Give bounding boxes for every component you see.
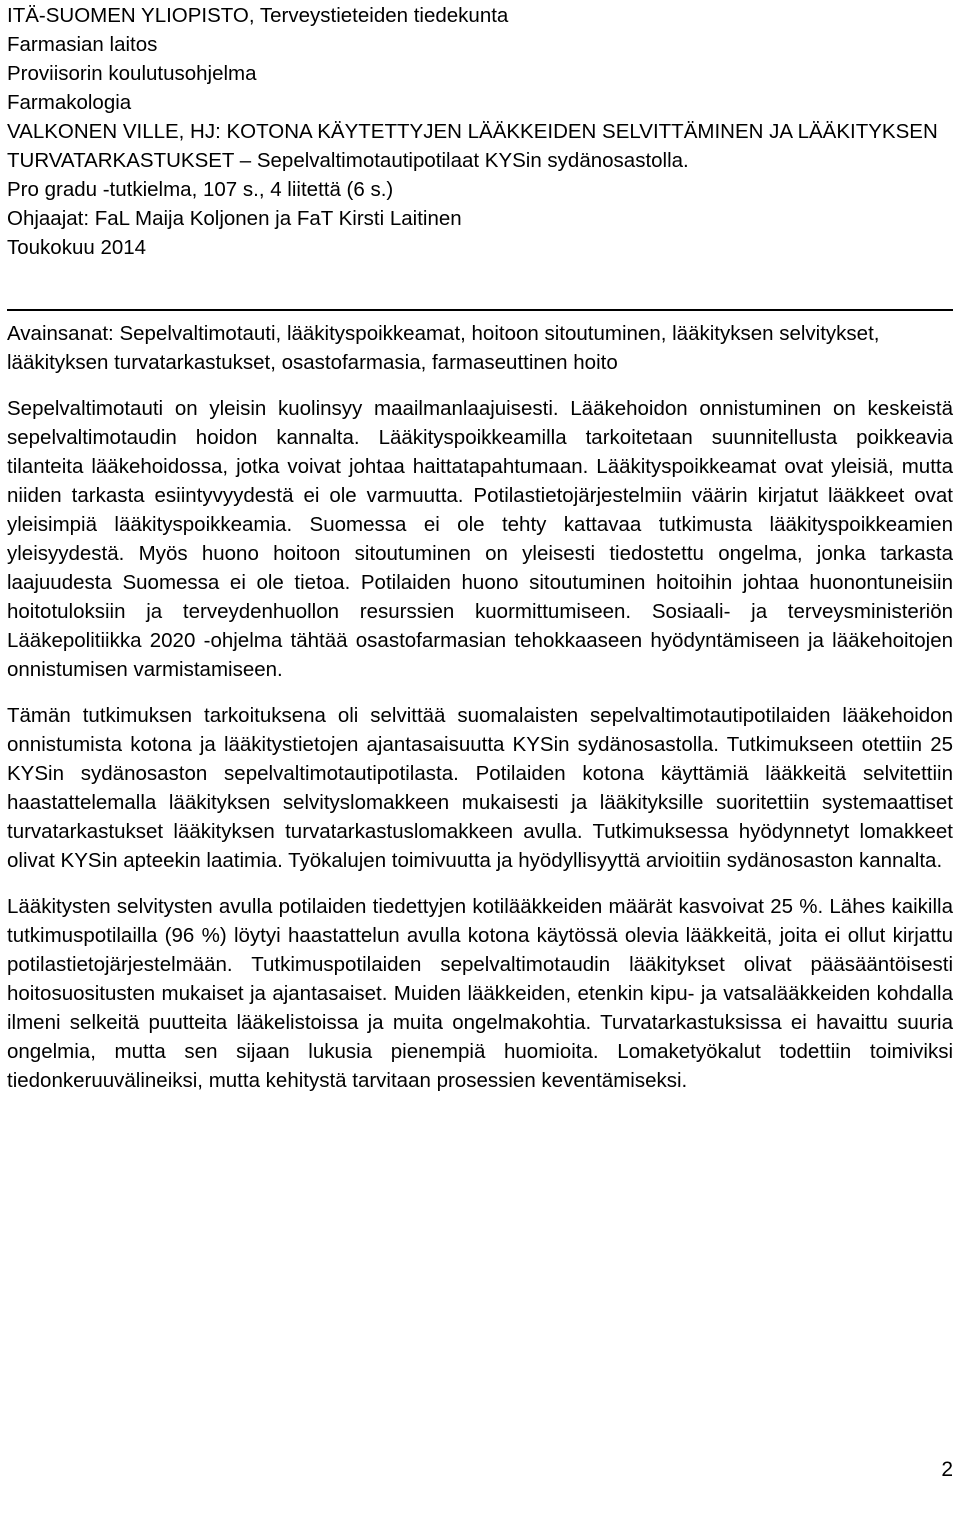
- divider-line: [7, 309, 953, 311]
- abstract-paragraph-background: Sepelvaltimotauti on yleisin kuolinsyy maailmanlaajuisesti. Lääkehoidon onnistuminen on keskeistä sepelvaltimotaudin hoidon kannalta. Lääkityspoikkeamilla tarkoitetaan suunnitellusta poikkeavia tilanteita lääkehoidossa, jotka voivat johtaa haittatapahtumaan. Lääkityspoikkeamat ovat yleisiä, mutta niiden tarkasta esiintyvyydestä ei ole varmuutta. Potilastietojärjestelmiin väärin kirjatut lääkkeet ovat yleisimpiä lääkityspoikkeamia. Suomessa ei ole tehty kattavaa tutkimusta lääkityspoikkeamien yleisyydestä. Myös huono hoitoon sitoutuminen on yleisesti tiedostettu ongelma, jonka tarkasta laajuudesta Suomessa ei ole tietoa. Potilaiden huono sitoutuminen hoitoihin johtaa huonontuneisiin hoitotuloksiin ja terveydenhuollon resurssien kuormittumiseen. Sosiaali- ja terveysministeriön Lääkepolitiikka 2020 -ohjelma tähtää osastofarmasian tehokkaaseen hyödyntämiseen ja lääkehoitojen onnistumisen varmistamiseen.: [7, 397, 953, 681]
- subject: Farmakologia: [7, 91, 132, 114]
- abstract-paragraph-results: Lääkitysten selvitysten avulla potilaiden tiedettyjen kotilääkkeiden määrät kasvoivat 25 %. Lähes kaikilla tutkimuspotilailla (96 %) löytyi haastattelun avulla kotona käytössä olevia lääkkeitä, joita ei ollut kirjattu potilastietojärjestelmään. Tutkimuspotilaiden sepelvaltimotaudin lääkitykset olivat pääsääntöisesti hoitosuositusten mukaiset ja ajantasaiset. Muiden lääkkeiden, etenkin kipu- ja vatsalääkkeiden kohdalla ilmeni selkeitä puutteita lääkelistoissa ja muita ongelmakohtia. Turvatarkastuksissa ei havaittu suuria ongelmia, mutta sen sijaan lukusia pienempiä huomioita. Lomaketyökalut todettiin toimiviksi tiedonkeruuvälineiksi, mutta kehitystä tarvitaan prosessien keventämiseksi.: [7, 895, 953, 1092]
- university-faculty: ITÄ-SUOMEN YLIOPISTO, Terveystieteiden tiedekunta: [7, 4, 509, 27]
- keywords: Avainsanat: Sepelvaltimotauti, lääkityspoikkeamat, hoitoon sitoutuminen, lääkityksen selvitykset, lääkityksen turvatarkastukset, osastofarmasia, farmaseuttinen hoito: [7, 322, 880, 374]
- degree-programme: Proviisorin koulutusohjelma: [7, 62, 257, 85]
- date: Toukokuu 2014: [7, 236, 147, 259]
- thesis-header: [7, 1, 953, 262]
- thesis-info: Pro gradu -tutkielma, 107 s., 4 liitettä (6 s.): [7, 178, 394, 201]
- supervisors: Ohjaajat: FaL Maija Koljonen ja FaT Kirsti Laitinen: [7, 207, 462, 230]
- abstract-body: [7, 319, 953, 1095]
- page-number: 2: [941, 1458, 953, 1481]
- department: Farmasian laitos: [7, 33, 158, 56]
- abstract-paragraph-methods: Tämän tutkimuksen tarkoituksena oli selvittää suomalaisten sepelvaltimotautipotilaiden lääkehoidon onnistumista kotona ja lääkitystietojen ajantasaisuutta KYSin sydänosastolla. Tutkimukseen otettiin 25 KYSin sydänosaston sepelvaltimotautipotilasta. Potilaiden kotona käyttämiä lääkkeitä selvitettiin haastattelemalla lääkityksen selvityslomakkeen mukaisesti ja lääkityksille suoritettiin systemaattiset turvatarkastukset lääkityksen turvatarkastuslomakkeen avulla. Tutkimuksessa hyödynnetyt lomakkeet olivat KYSin apteekin laatimia. Työkalujen toimivuutta ja hyödyllisyyttä arvioitiin sydänosaston kannalta.: [7, 704, 953, 872]
- author-and-title: VALKONEN VILLE, HJ: KOTONA KÄYTETTYJEN LÄÄKKEIDEN SELVITTÄMINEN JA LÄÄKITYKSEN TURVATARKASTUKSET – Sepelvaltimotautipotilaat KYSin sydänosastolla.: [7, 120, 938, 172]
